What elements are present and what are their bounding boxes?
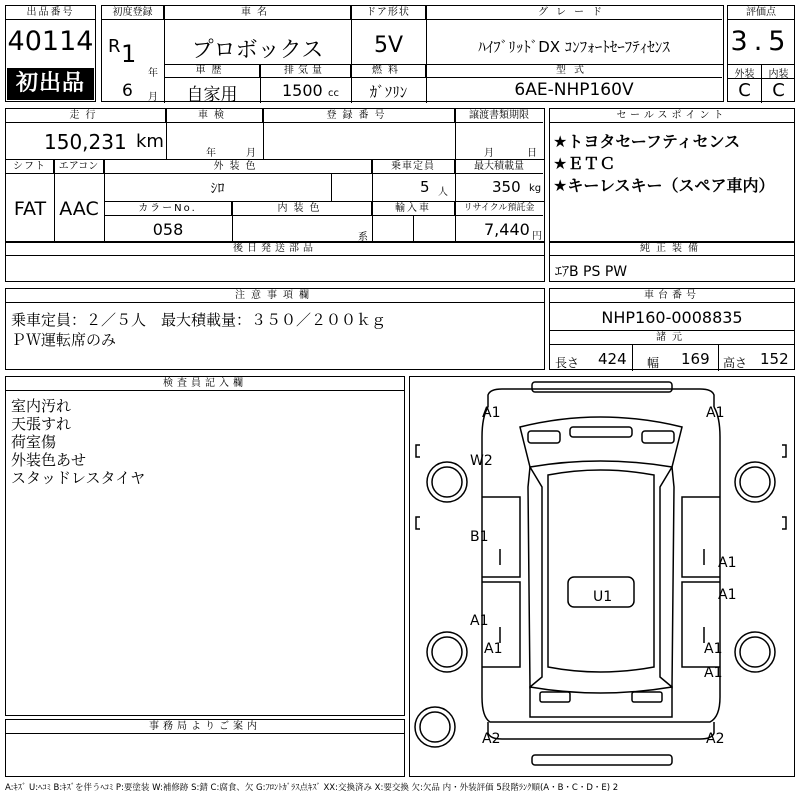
color-no-value: 058 <box>152 220 184 239</box>
reg-label: 初度登録 <box>102 6 164 20</box>
mark-front-left: A1 <box>482 405 501 421</box>
reg-era: R <box>108 36 121 57</box>
office-box <box>5 719 405 777</box>
int-color-suffix: 系 <box>358 232 368 243</box>
width-label: 幅 <box>647 356 660 370</box>
model-value: 6AE-NHP160V <box>514 80 634 100</box>
maxload-label: 最大積載量 <box>455 160 543 174</box>
height-label: 高さ <box>723 356 748 370</box>
inspection-label: 車検 <box>166 109 263 123</box>
door-type: 5V <box>373 33 404 58</box>
sales-point-1: ★トヨタセーフティセンス <box>553 132 741 151</box>
car-diagram-box <box>409 376 795 777</box>
inspector-line-3: 荷室傷 <box>11 433 57 451</box>
grade-value: ﾊｲﾌﾞﾘｯﾄﾞDX ｺﾝﾌｫｰﾄｾｰﾌﾃｨｾﾝｽ <box>478 38 670 56</box>
lot-box <box>5 5 96 102</box>
ac-value: AAC <box>59 198 99 220</box>
detail-box <box>5 108 545 243</box>
ext-color-value: ｼﾛ <box>210 181 225 197</box>
door-label: ドア形状 <box>351 6 426 20</box>
shift-value: FAT <box>13 198 47 220</box>
maxload-unit: kg <box>529 183 542 194</box>
recycle-label: リサイクル預託金 <box>455 202 543 216</box>
color-no-label: カラーNo. <box>104 202 232 216</box>
mileage-unit: km <box>136 131 164 152</box>
reg-year: 1 <box>121 40 137 68</box>
mark-right-front-door: A1 <box>718 555 737 571</box>
equipment-label: 純正装備 <box>550 242 794 256</box>
mark-left-rear-door: A1 <box>470 613 489 629</box>
history-value: 自家用 <box>186 85 238 105</box>
first-listing-badge: 初出品 <box>7 68 94 100</box>
model-label: 型式 <box>426 64 722 78</box>
equipment-value: ｴｱB PS PW <box>555 264 628 280</box>
dims-label: 諸元 <box>550 331 794 345</box>
transfer-month-unit: 月 <box>484 148 494 159</box>
ext-score-label: 外装 <box>734 69 755 80</box>
equipment-box <box>549 241 795 282</box>
score-box <box>727 5 795 102</box>
int-score: C <box>772 80 785 101</box>
sales-point-box <box>549 108 795 243</box>
chassis-box <box>549 288 795 370</box>
mark-rear-left: A2 <box>482 731 501 747</box>
mark-front-right: A1 <box>706 405 725 421</box>
inspector-box <box>5 376 405 716</box>
office-label: 事務局よりご案内 <box>6 720 404 734</box>
import-label: 輸入車 <box>372 202 455 216</box>
displacement-unit: cc <box>328 88 339 99</box>
capacity-label: 乗車定員 <box>372 160 455 174</box>
reg-year-unit: 年 <box>148 68 158 79</box>
displacement-label: 排気量 <box>260 64 351 78</box>
mileage-value: 150,231 <box>44 130 127 154</box>
sales-point-3: ★キーレスキー（スペア車内） <box>553 176 775 195</box>
recycle-unit: 円 <box>532 231 542 242</box>
recycle-value: 7,440 <box>484 220 530 239</box>
regno-label: 登録番号 <box>263 109 455 123</box>
ext-score: C <box>738 80 751 101</box>
lot-number: 40114 <box>7 26 94 57</box>
maxload-value: 350 <box>492 178 521 196</box>
shift-label: シフト <box>6 160 54 174</box>
fuel-label: 燃料 <box>351 64 426 78</box>
mark-rear-right: A2 <box>706 731 725 747</box>
reg-month-unit: 月 <box>148 92 158 103</box>
sales-point-label: セールスポイント <box>550 109 794 123</box>
displacement-value: 1500 <box>282 81 323 100</box>
fuel-value: ｶﾞｿﾘﾝ <box>369 83 408 101</box>
inspection-month-unit: 月 <box>246 148 256 159</box>
capacity-value: 5 <box>420 178 430 196</box>
car-name: プロボックス <box>191 38 324 63</box>
mark-left-rear-wheel: A1 <box>484 641 503 657</box>
mark-left-front-door: B1 <box>470 529 489 545</box>
car-name-label: 車名 <box>164 6 351 20</box>
grade-label: グレード <box>426 6 722 20</box>
car-diagram <box>410 377 793 775</box>
ext-color-label: 外装色 <box>104 160 372 174</box>
caution-label: 注意事項欄 <box>6 289 544 303</box>
lot-label: 出品番号 <box>6 6 95 20</box>
length-label: 長さ <box>555 356 580 370</box>
ac-label: エアコン <box>54 160 104 174</box>
transfer-day-unit: 日 <box>527 148 537 159</box>
chassis-value: NHP160-0008835 <box>601 308 743 327</box>
later-parts-box <box>5 241 545 282</box>
sales-point-2: ★ＥＴＣ <box>553 154 616 173</box>
inspection-year-unit: 年 <box>206 148 216 159</box>
mileage-label: 走行 <box>6 109 166 123</box>
int-color-label: 内装色 <box>232 202 372 216</box>
vehicle-info-box <box>101 5 724 105</box>
length-value: 424 <box>598 350 627 368</box>
history-label: 車歴 <box>164 64 260 78</box>
chassis-label: 車台番号 <box>550 289 794 303</box>
score-value: 3.5 <box>730 26 792 57</box>
reg-month: 6 <box>122 81 133 101</box>
caution-line-2: ＰＷ運転席のみ <box>11 331 117 349</box>
mark-roof: U1 <box>593 589 613 605</box>
caution-line-1: 乗車定員：２／５人 最大積載量：３５０／２００ｋｇ <box>11 311 387 329</box>
inspector-line-1: 室内汚れ <box>11 397 72 415</box>
later-parts-label: 後日発送部品 <box>6 242 544 256</box>
int-score-label: 内装 <box>768 69 789 80</box>
score-label: 評価点 <box>728 6 794 20</box>
mark-right-spare: A1 <box>704 665 723 681</box>
inspector-line-4: 外装色あせ <box>11 451 87 469</box>
inspector-line-2: 天張すれ <box>11 415 72 433</box>
mark-right-rear-door: A1 <box>718 587 737 603</box>
transfer-label: 譲渡書類期限 <box>455 109 543 123</box>
mark-right-rear-wheel: A1 <box>704 641 723 657</box>
mark-windshield: W2 <box>470 453 493 469</box>
width-value: 169 <box>681 350 710 368</box>
inspector-label: 検査員記入欄 <box>6 377 404 391</box>
legend-text: A:ｷｽﾞ U:ﾍｺﾐ B:ｷｽﾞを伴うﾍｺﾐ P:要塗装 W:補修跡 S:錆 C:腐食、欠 G:ﾌﾛﾝﾄｶﾞﾗｽ点ｷｽﾞ XX:交換済み X:要交換 欠:欠品 内・外装評価 5段階ﾗﾝｸ順(A・B・C・D・E) 2 <box>5 783 619 793</box>
caution-box <box>5 288 545 370</box>
capacity-unit: 人 <box>438 187 448 198</box>
inspector-line-5: スタッドレスタイヤ <box>11 469 146 487</box>
height-value: 152 <box>760 350 789 368</box>
